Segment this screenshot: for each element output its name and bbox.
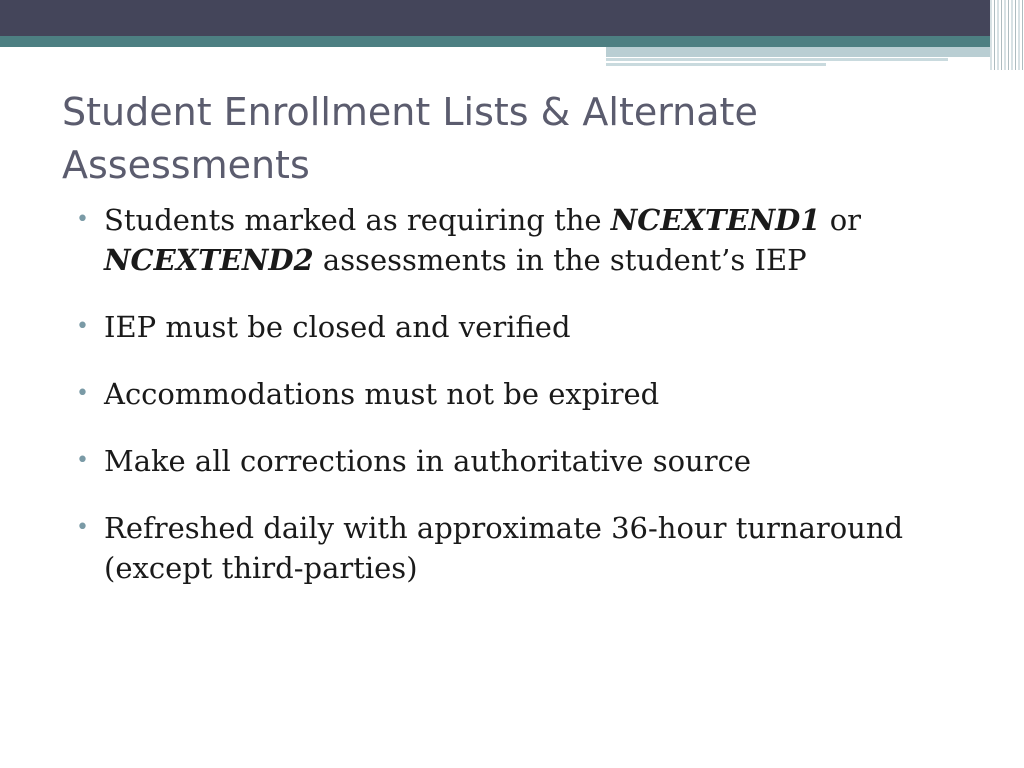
bullet-text: Accommodations must not be expired (104, 377, 660, 411)
bullet-text: Refreshed daily with approximate 36-hour turnaround (except third-parties) (104, 511, 904, 585)
bullet-text (104, 203, 861, 277)
bullet-text-part: or (820, 203, 862, 237)
bullet-dot-icon: • (76, 515, 89, 540)
bullet-list (76, 200, 956, 615)
bullet-dot-icon: • (76, 448, 89, 473)
header-band-dark (0, 0, 1024, 36)
bullet-item (76, 441, 956, 481)
bullet-dot-icon: • (76, 314, 89, 339)
bullet-dot-icon: • (76, 381, 89, 406)
bullet-text: IEP must be closed and verified (104, 310, 571, 344)
header-band-teal (0, 36, 1024, 47)
bullet-text: Make all corrections in authoritative source (104, 444, 751, 478)
bullet-text-part: Students marked as requiring the (104, 203, 611, 237)
header-rule-lower (606, 63, 826, 66)
assessment-name-ncextend2: NCEXTEND2 (104, 243, 314, 277)
decorative-stripes (990, 0, 1024, 70)
bullet-text-part: assessments in the student’s IEP (313, 243, 807, 277)
bullet-item (76, 307, 956, 347)
bullet-item (76, 508, 956, 588)
header-rule-upper (606, 58, 948, 61)
bullet-item (76, 374, 956, 414)
bullet-item (76, 200, 956, 280)
slide-title: Student Enrollment Lists & Alternate Assessments (62, 90, 758, 187)
bullet-dot-icon: • (76, 207, 89, 232)
assessment-name-ncextend1: NCEXTEND1 (610, 203, 821, 237)
header-band-lightblue (606, 47, 1024, 57)
